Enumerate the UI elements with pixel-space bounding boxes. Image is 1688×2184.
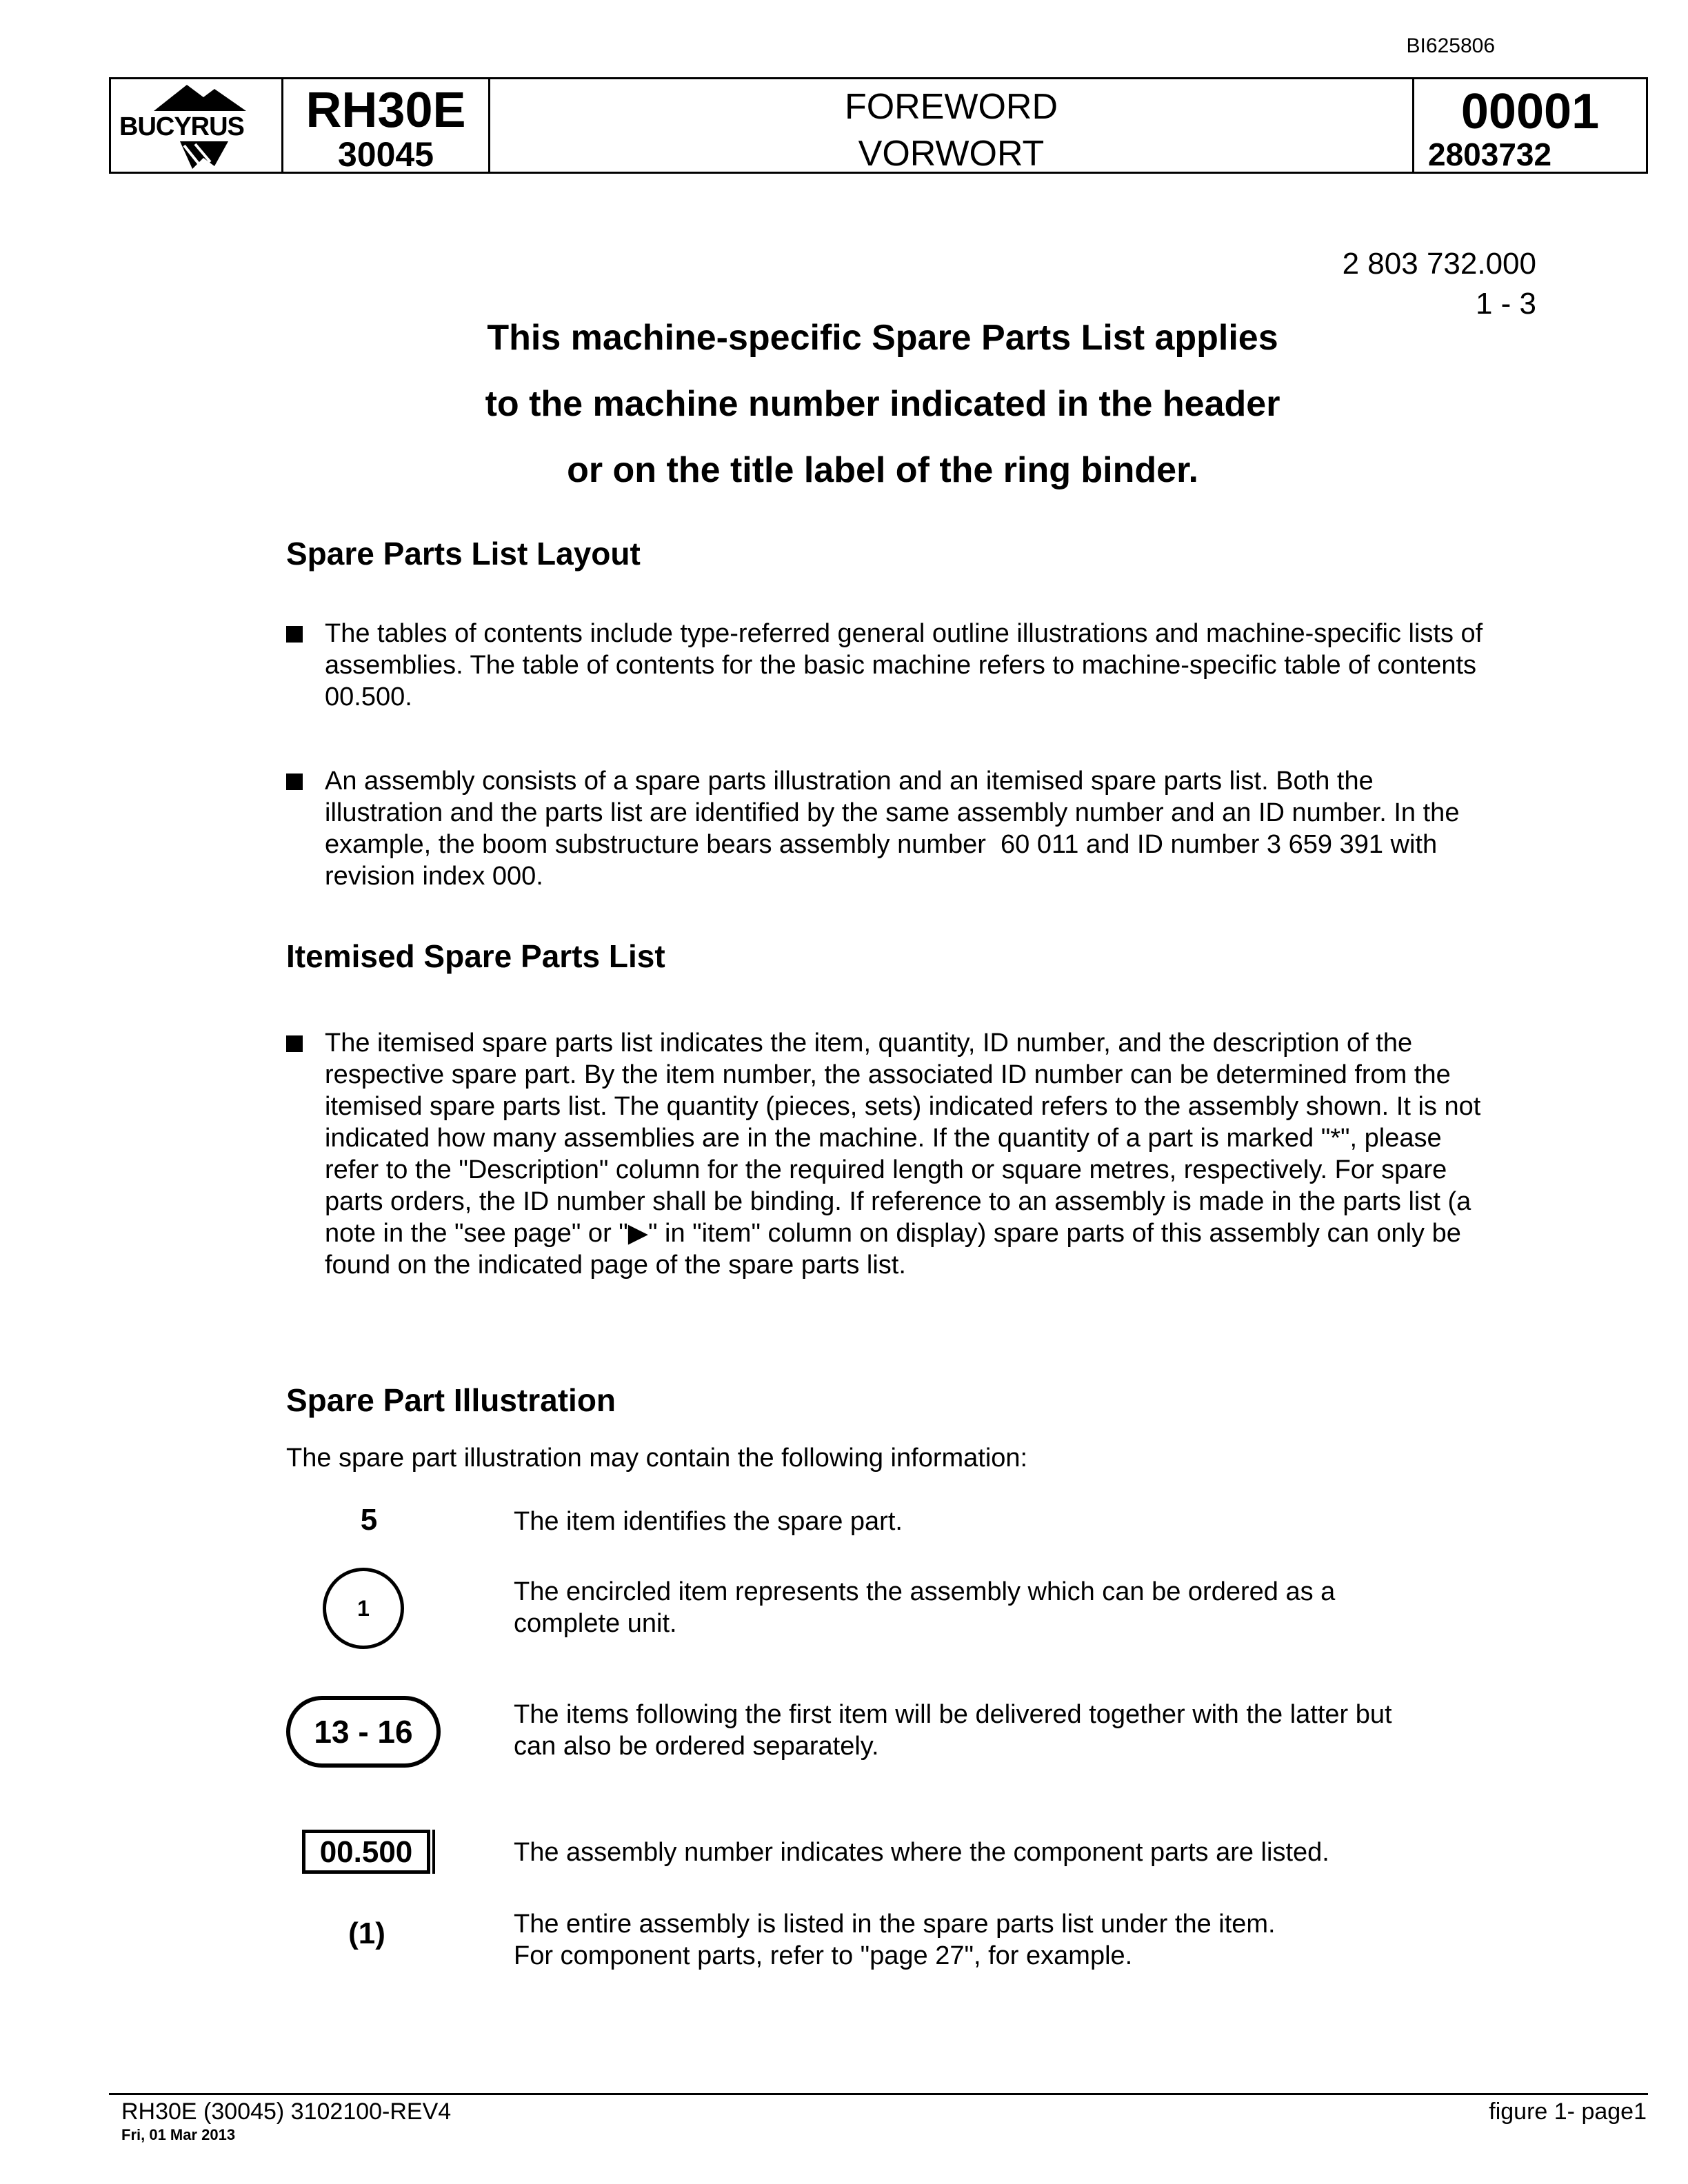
legend-text-encircled: The encircled item represents the assembly which can be ordered as a complete unit. — [514, 1577, 1336, 1638]
legend-text-range: The items following the first item will be delivered together with the latter but can also be ordered separately. — [514, 1700, 1392, 1761]
illustration-heading: Spare Part Illustration — [286, 1382, 616, 1418]
title-german: VORWORT — [858, 134, 1045, 174]
page-range: 1 - 3 — [1475, 287, 1536, 321]
legend-text-item: The item identifies the spare part. — [514, 1507, 903, 1536]
encircled-item-symbol: 1 — [323, 1568, 404, 1649]
footer-document-ref: RH30E (30045) 3102100-REV4 — [121, 2099, 452, 2125]
itemised-heading: Itemised Spare Parts List — [286, 938, 665, 974]
title-cell — [490, 79, 1414, 172]
logo-cell — [111, 79, 283, 172]
illustration-intro: The spare part illustration may contain the following information: — [286, 1444, 1028, 1473]
bullet-text: The itemised spare parts list indicates the item, quantity, ID number, and the description of the respective spare part. By the item number, the associated ID number can be determined from the itemised spare parts list. The quantity (pieces, sets) indicated refers to the assembly shown. It is not indicated how many assemblies are in the machine. If the quantity of a part is marked "*", please refer to the "Description" column for the required length or square metres, respectively. For spare parts orders, the ID number shall be binding. If reference to an assembly is made in the parts list (a note in the "see page" or "▶" in "item" column on display) spare parts of this assembly can only be found on the indicated page of the spare parts list. — [325, 1029, 1488, 1280]
model-name: RH30E — [305, 83, 466, 138]
item-range-symbol: 13 - 16 — [286, 1696, 441, 1768]
id-number: 2 803 732.000 — [1342, 247, 1536, 281]
section-number: 00001 — [1460, 84, 1600, 139]
intro-line-2: to the machine number indicated in the header — [485, 384, 1280, 424]
bullet-square-icon — [286, 626, 303, 643]
document-number: 2803732 — [1428, 136, 1552, 172]
number-cell — [1414, 79, 1646, 172]
layout-heading: Spare Parts List Layout — [286, 536, 641, 572]
document-code: BI625806 — [1406, 34, 1495, 57]
model-cell — [283, 79, 490, 172]
bullet-square-icon — [286, 774, 303, 790]
item-number-symbol: 5 — [360, 1503, 378, 1537]
legend-text-parenthesized: The entire assembly is listed in the spare parts list under the item. For component parts, refer to "page 27", for example. — [514, 1910, 1276, 1970]
page-header — [109, 77, 1648, 174]
footer-divider — [109, 2093, 1648, 2095]
parenthesized-item-symbol: (1) — [348, 1917, 385, 1950]
bullet-text: The tables of contents include type-referred general outline illustrations and machine-specific lists of assemblies. The table of contents for the basic machine refers to machine-specific table of contents 00.500. — [325, 619, 1490, 711]
legend-text-assembly: The assembly number indicates where the component parts are listed. — [514, 1838, 1329, 1867]
layout-bullet-2 — [286, 765, 1486, 896]
bullet-text: An assembly consists of a spare parts illustration and an itemised spare parts list. Both the illustration and the parts list are identified by the same assembly number and an ID number. In the example, the boom substructure bears assembly number 60 011 and ID number 3 659 391 with revision index 000. — [325, 767, 1467, 891]
intro-line-3: or on the title label of the ring binder. — [567, 450, 1198, 490]
bullet-square-icon — [286, 1035, 303, 1052]
layout-bullet-1 — [286, 618, 1490, 714]
footer-date: Fri, 01 Mar 2013 — [121, 2126, 236, 2143]
intro-line-1: This machine-specific Spare Parts List applies — [487, 318, 1278, 358]
assembly-number-symbol: 00.500 — [302, 1830, 430, 1874]
title-english: FOREWORD — [844, 87, 1058, 127]
logo-wordmark: BUCYRUS — [119, 112, 244, 141]
itemised-bullet — [286, 1027, 1486, 1351]
footer-page-ref: figure 1- page1 — [1489, 2099, 1647, 2125]
machine-serial: 30045 — [337, 135, 434, 174]
